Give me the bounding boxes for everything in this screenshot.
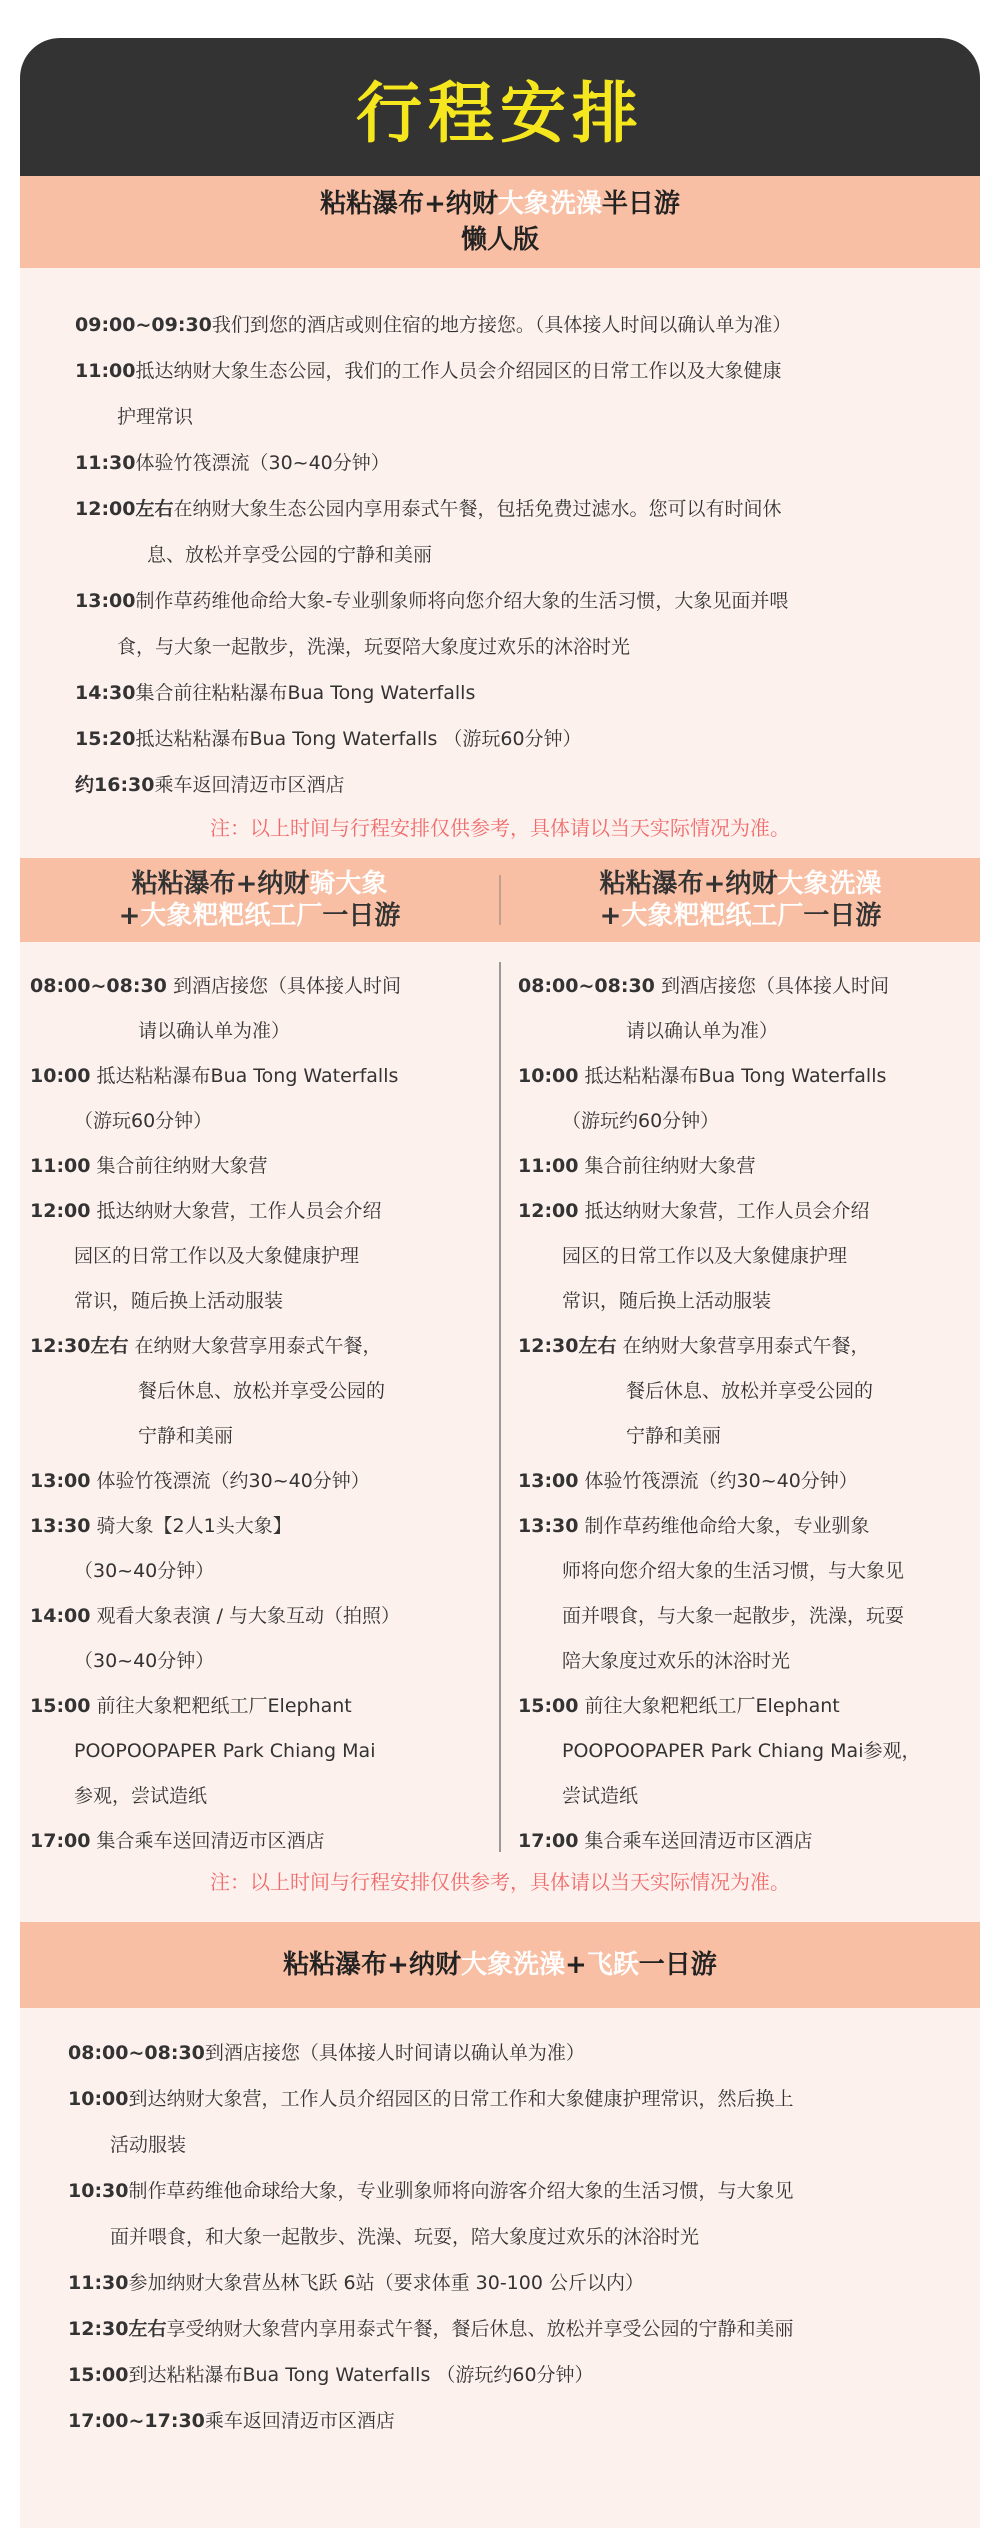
schedule-line: [75, 716, 980, 762]
schedule-row: [68, 2030, 980, 2076]
schedule-time: 08:00~08:30: [518, 975, 655, 997]
schedule-line: [30, 1774, 486, 1819]
schedule-desc: 常识，随后换上活动服装: [74, 1290, 284, 1312]
schedule-desc: 到酒店接您（具体接人时间: [660, 975, 889, 997]
schedule-row: [75, 486, 980, 578]
schedule-row: [68, 2398, 980, 2444]
section1-title-part: 粘粘瀑布+纳财: [320, 189, 498, 219]
title-highlight: 飞跃: [586, 1950, 639, 1980]
section1-note: 注：以上时间与行程安排仅供参考，具体请以当天实际情况为准。: [210, 816, 790, 840]
schedule-time: 17:00: [30, 1830, 91, 1852]
schedule-line: [518, 1774, 966, 1819]
section1-title-part: 半日游: [601, 189, 680, 219]
schedule-line: [518, 1189, 966, 1234]
schedule-row: [30, 1054, 486, 1144]
schedule-desc: 在纳财大象营享用泰式午餐，: [622, 1335, 870, 1357]
schedule-time: 13:00: [30, 1470, 91, 1492]
schedule-line: [518, 1819, 966, 1864]
title-highlight: 骑大象: [309, 869, 388, 899]
schedule-line: [30, 1504, 486, 1549]
title-part: +: [599, 901, 622, 931]
schedule-desc: 面并喂食，与大象一起散步，洗澡，玩耍: [562, 1605, 905, 1627]
section2-left-title: [20, 868, 499, 932]
schedule-desc: 抵达粘粘瀑布Bua Tong Waterfalls: [584, 1065, 887, 1087]
schedule-line: [75, 670, 980, 716]
schedule-desc: 集合乘车送回清迈市区酒店: [96, 1830, 325, 1852]
schedule-desc: （游玩60分钟）: [74, 1110, 213, 1132]
schedule-desc: 常识，随后换上活动服装: [562, 1290, 772, 1312]
section2-left-title-line2: [119, 900, 401, 932]
schedule-row: [518, 1054, 966, 1144]
schedule-line: [68, 2398, 980, 2444]
title-part: 一日游: [322, 901, 401, 931]
schedule-desc: 享受纳财大象营内享用泰式午餐，餐后休息、放松并享受公园的宁静和美丽: [166, 2318, 794, 2340]
schedule-time: 12:00: [30, 1200, 91, 1222]
schedule-line: [68, 2168, 980, 2214]
schedule-line: [30, 1189, 486, 1234]
schedule-desc: 宁静和美丽: [138, 1425, 234, 1447]
schedule-line: [75, 762, 980, 808]
title-highlight: 大象粑粑纸工厂: [621, 901, 804, 931]
schedule-line: [30, 1144, 486, 1189]
schedule-time: 15:00: [68, 2364, 129, 2386]
schedule-line: [518, 1234, 966, 1279]
section1-title-highlight: 大象洗澡: [497, 189, 602, 219]
title-part: 粘粘瀑布+纳财: [283, 1950, 461, 1980]
schedule-line: [518, 1549, 966, 1594]
schedule-line: [30, 1639, 486, 1684]
schedule-time: 10:00: [68, 2088, 129, 2110]
section1-title: [320, 186, 680, 222]
title-part: 一日游: [638, 1950, 717, 1980]
schedule-time: 12:30左右: [518, 1335, 617, 1357]
section1-schedule: [20, 268, 980, 858]
schedule-row: [518, 1504, 966, 1684]
schedule-desc: 抵达纳财大象营，工作人员会介绍: [96, 1200, 382, 1222]
schedule-line: [75, 578, 980, 624]
schedule-row: [518, 964, 966, 1054]
schedule-line: [518, 1144, 966, 1189]
schedule-row: [30, 964, 486, 1054]
schedule-time: 08:00~08:30: [68, 2042, 205, 2064]
schedule-desc: 园区的日常工作以及大象健康护理: [74, 1245, 360, 1267]
section1-band: [20, 176, 980, 268]
schedule-line: [30, 1234, 486, 1279]
schedule-desc: 尝试造纸: [562, 1785, 639, 1807]
schedule-time: 约16:30: [75, 774, 155, 796]
schedule-row: [30, 1459, 486, 1504]
title-part: +: [564, 1950, 587, 1980]
schedule-row: [30, 1324, 486, 1459]
schedule-desc: 食，与大象一起散步，洗澡，玩耍陪大象度过欢乐的沐浴时光: [117, 636, 631, 658]
schedule-time: 17:00: [518, 1830, 579, 1852]
schedule-time: 09:00~09:30: [75, 314, 212, 336]
schedule-desc: 前往大象粑粑纸工厂Elephant: [584, 1695, 840, 1717]
schedule-row: [518, 1819, 966, 1864]
section2-right-title-line1: [600, 868, 882, 900]
schedule-line: [518, 1414, 966, 1459]
schedule-line: [68, 2260, 980, 2306]
schedule-desc: 面并喂食，和大象一起散步、洗澡、玩耍，陪大象度过欢乐的沐浴时光: [110, 2226, 700, 2248]
schedule-row: [518, 1459, 966, 1504]
schedule-desc: 抵达粘粘瀑布Bua Tong Waterfalls: [96, 1065, 399, 1087]
schedule-row: [68, 2306, 980, 2352]
schedule-row: [30, 1504, 486, 1594]
page-title: 行程安排: [356, 74, 644, 152]
schedule-desc: （30~40分钟）: [74, 1560, 215, 1582]
schedule-row: [30, 1594, 486, 1684]
schedule-time: 11:00: [75, 360, 136, 382]
schedule-desc: 集合乘车送回清迈市区酒店: [584, 1830, 813, 1852]
section2-left-schedule: [20, 964, 500, 1862]
schedule-desc: 在纳财大象营享用泰式午餐，: [134, 1335, 382, 1357]
schedule-desc: 参观，尝试造纸: [74, 1785, 208, 1807]
schedule-desc: 宁静和美丽: [626, 1425, 722, 1447]
schedule-time: 11:00: [518, 1155, 579, 1177]
schedule-time: 14:00: [30, 1605, 91, 1627]
schedule-desc: 陪大象度过欢乐的沐浴时光: [562, 1650, 791, 1672]
schedule-desc: 抵达纳财大象营，工作人员会介绍: [584, 1200, 870, 1222]
schedule-row: [75, 348, 980, 440]
schedule-desc: POOPOOPAPER Park Chiang Mai参观，: [562, 1740, 921, 1762]
column-divider: [499, 962, 501, 1852]
schedule-time: 12:00左右: [75, 498, 174, 520]
schedule-time: 11:30: [68, 2272, 129, 2294]
schedule-time: 15:00: [518, 1695, 579, 1717]
schedule-desc: 到酒店接您（具体接人时间请以确认单为准）: [204, 2042, 585, 2064]
title-highlight: 大象洗澡: [777, 869, 882, 899]
schedule-line: [30, 1099, 486, 1144]
schedule-desc: 活动服装: [110, 2134, 187, 2156]
schedule-line: [518, 1324, 966, 1369]
schedule-time: 13:30: [30, 1515, 91, 1537]
schedule-time: 08:00~08:30: [30, 975, 167, 997]
schedule-desc: 息、放松并享受公园的宁静和美丽: [147, 544, 433, 566]
schedule-line: [68, 2352, 980, 2398]
schedule-desc: （30~40分钟）: [74, 1650, 215, 1672]
schedule-desc: 餐后休息、放松并享受公园的: [138, 1380, 386, 1402]
schedule-line: [75, 394, 980, 440]
schedule-desc: 集合前往粘粘瀑布Bua Tong Waterfalls: [135, 682, 476, 704]
section3-title: [283, 1947, 717, 1983]
schedule-desc: 护理常识: [117, 406, 194, 428]
schedule-line: [518, 1369, 966, 1414]
schedule-line: [30, 1594, 486, 1639]
schedule-row: [75, 578, 980, 670]
schedule-line: [75, 440, 980, 486]
schedule-desc: 乘车返回清迈市区酒店: [204, 2410, 395, 2432]
schedule-time: 10:00: [518, 1065, 579, 1087]
schedule-desc: 餐后休息、放松并享受公园的: [626, 1380, 874, 1402]
title-part: +: [118, 901, 141, 931]
schedule-line: [30, 1324, 486, 1369]
schedule-row: [68, 2076, 980, 2168]
schedule-line: [30, 1729, 486, 1774]
schedule-row: [30, 1144, 486, 1189]
schedule-row: [518, 1684, 966, 1819]
section2-right-schedule: [500, 964, 980, 1862]
schedule-line: [75, 624, 980, 670]
schedule-line: [518, 1504, 966, 1549]
schedule-row: [68, 2168, 980, 2260]
schedule-desc: 抵达粘粘瀑布Bua Tong Waterfalls （游玩60分钟）: [135, 728, 582, 750]
schedule-desc: 观看大象表演 / 与大象互动（拍照）: [96, 1605, 401, 1627]
schedule-desc: 骑大象【2人1头大象】: [96, 1515, 292, 1537]
schedule-row: [68, 2352, 980, 2398]
schedule-row: [75, 670, 980, 716]
schedule-desc: 到达粘粘瀑布Bua Tong Waterfalls （游玩约60分钟）: [128, 2364, 594, 2386]
schedule-line: [518, 1729, 966, 1774]
schedule-line: [30, 1054, 486, 1099]
schedule-desc: 制作草药维他命球给大象，专业驯象师将向游客介绍大象的生活习惯，与大象见: [128, 2180, 794, 2202]
schedule-line: [68, 2030, 980, 2076]
schedule-desc: 请以确认单为准）: [138, 1020, 291, 1042]
schedule-desc: 请以确认单为准）: [626, 1020, 779, 1042]
schedule-time: 12:30左右: [30, 1335, 129, 1357]
schedule-time: 10:00: [30, 1065, 91, 1087]
schedule-time: 15:20: [75, 728, 136, 750]
schedule-line: [68, 2122, 980, 2168]
section2-columns: [20, 942, 980, 1862]
schedule-line: [518, 1099, 966, 1144]
schedule-row: [518, 1189, 966, 1324]
schedule-line: [30, 1414, 486, 1459]
schedule-line: [30, 1684, 486, 1729]
schedule-desc: 体验竹筏漂流（约30~40分钟）: [96, 1470, 370, 1492]
schedule-row: [518, 1324, 966, 1459]
schedule-desc: 参加纳财大象营丛林飞跃 6站（要求体重 30-100 公斤以内）: [128, 2272, 644, 2294]
schedule-time: 13:00: [518, 1470, 579, 1492]
schedule-row: [75, 716, 980, 762]
section2-right-title-line2: [600, 900, 882, 932]
section3-schedule: [20, 2008, 980, 2444]
schedule-desc: POOPOOPAPER Park Chiang Mai: [74, 1740, 376, 1762]
schedule-time: 14:30: [75, 682, 136, 704]
schedule-row: [30, 1684, 486, 1819]
schedule-desc: 制作草药维他命给大象-专业驯象师将向您介绍大象的生活习惯，大象见面并喂: [135, 590, 789, 612]
schedule-desc: 我们到您的酒店或则住宿的地方接您。（具体接人时间以确认单为准）: [211, 314, 792, 336]
schedule-line: [75, 348, 980, 394]
schedule-line: [518, 1639, 966, 1684]
schedule-desc: 在纳财大象生态公园内享用泰式午餐，包括免费过滤水。您可以有时间休: [173, 498, 782, 520]
schedule-desc: 体验竹筏漂流（约30~40分钟）: [584, 1470, 858, 1492]
schedule-line: [518, 1459, 966, 1504]
schedule-time: 15:00: [30, 1695, 91, 1717]
schedule-desc: 集合前往纳财大象营: [96, 1155, 268, 1177]
schedule-desc: 园区的日常工作以及大象健康护理: [562, 1245, 848, 1267]
schedule-row: [75, 440, 980, 486]
schedule-line: [518, 1279, 966, 1324]
schedule-desc: 集合前往纳财大象营: [584, 1155, 756, 1177]
schedule-desc: （游玩约60分钟）: [562, 1110, 720, 1132]
schedule-row: [75, 302, 980, 348]
title-part: 一日游: [803, 901, 882, 931]
schedule-desc: 到酒店接您（具体接人时间: [172, 975, 401, 997]
section3-band: [20, 1922, 980, 2008]
schedule-time: 10:30: [68, 2180, 129, 2202]
section2-band: [20, 858, 980, 942]
title-part: 粘粘瀑布+纳财: [599, 869, 778, 899]
schedule-line: [75, 302, 980, 348]
schedule-desc: 制作草药维他命给大象，专业驯象: [584, 1515, 870, 1537]
schedule-line: [30, 1009, 486, 1054]
schedule-desc: 体验竹筏漂流（30~40分钟）: [135, 452, 390, 474]
itinerary-card: [20, 38, 980, 2528]
schedule-line: [30, 1459, 486, 1504]
schedule-line: [68, 2076, 980, 2122]
schedule-line: [75, 486, 980, 532]
schedule-line: [75, 532, 980, 578]
title-highlight: 大象洗澡: [460, 1950, 565, 1980]
schedule-time: 12:00: [518, 1200, 579, 1222]
schedule-row: [68, 2260, 980, 2306]
schedule-line: [30, 1279, 486, 1324]
schedule-row: [518, 1144, 966, 1189]
schedule-line: [30, 964, 486, 1009]
schedule-line: [518, 1054, 966, 1099]
schedule-desc: 抵达纳财大象生态公园，我们的工作人员会介绍园区的日常工作以及大象健康: [135, 360, 782, 382]
schedule-line: [30, 1549, 486, 1594]
schedule-desc: 前往大象粑粑纸工厂Elephant: [96, 1695, 352, 1717]
schedule-time: 11:00: [30, 1155, 91, 1177]
schedule-row: [30, 1819, 486, 1864]
schedule-line: [518, 1009, 966, 1054]
schedule-line: [518, 1684, 966, 1729]
schedule-desc: 师将向您介绍大象的生活习惯，与大象见: [562, 1560, 905, 1582]
schedule-line: [518, 1594, 966, 1639]
schedule-line: [30, 1819, 486, 1864]
section2-note: 注：以上时间与行程安排仅供参考，具体请以当天实际情况为准。: [210, 1870, 790, 1894]
schedule-line: [68, 2306, 980, 2352]
title-part: 粘粘瀑布+纳财: [131, 869, 310, 899]
section2-left-title-line1: [132, 868, 388, 900]
schedule-time: 11:30: [75, 452, 136, 474]
section2-right-title: [501, 868, 980, 932]
schedule-line: [30, 1369, 486, 1414]
schedule-desc: 到达纳财大象营，工作人员介绍园区的日常工作和大象健康护理常识，然后换上: [128, 2088, 794, 2110]
schedule-desc: 乘车返回清迈市区酒店: [154, 774, 345, 796]
schedule-time: 13:00: [75, 590, 136, 612]
schedule-row: [30, 1189, 486, 1324]
schedule-time: 12:30左右: [68, 2318, 167, 2340]
section1-subtitle: 懒人版: [460, 225, 539, 255]
title-highlight: 大象粑粑纸工厂: [140, 901, 323, 931]
schedule-line: [68, 2214, 980, 2260]
schedule-time: 13:30: [518, 1515, 579, 1537]
schedule-line: [518, 964, 966, 1009]
schedule-time: 17:00~17:30: [68, 2410, 205, 2432]
header: [20, 38, 980, 176]
schedule-row: [75, 762, 980, 808]
